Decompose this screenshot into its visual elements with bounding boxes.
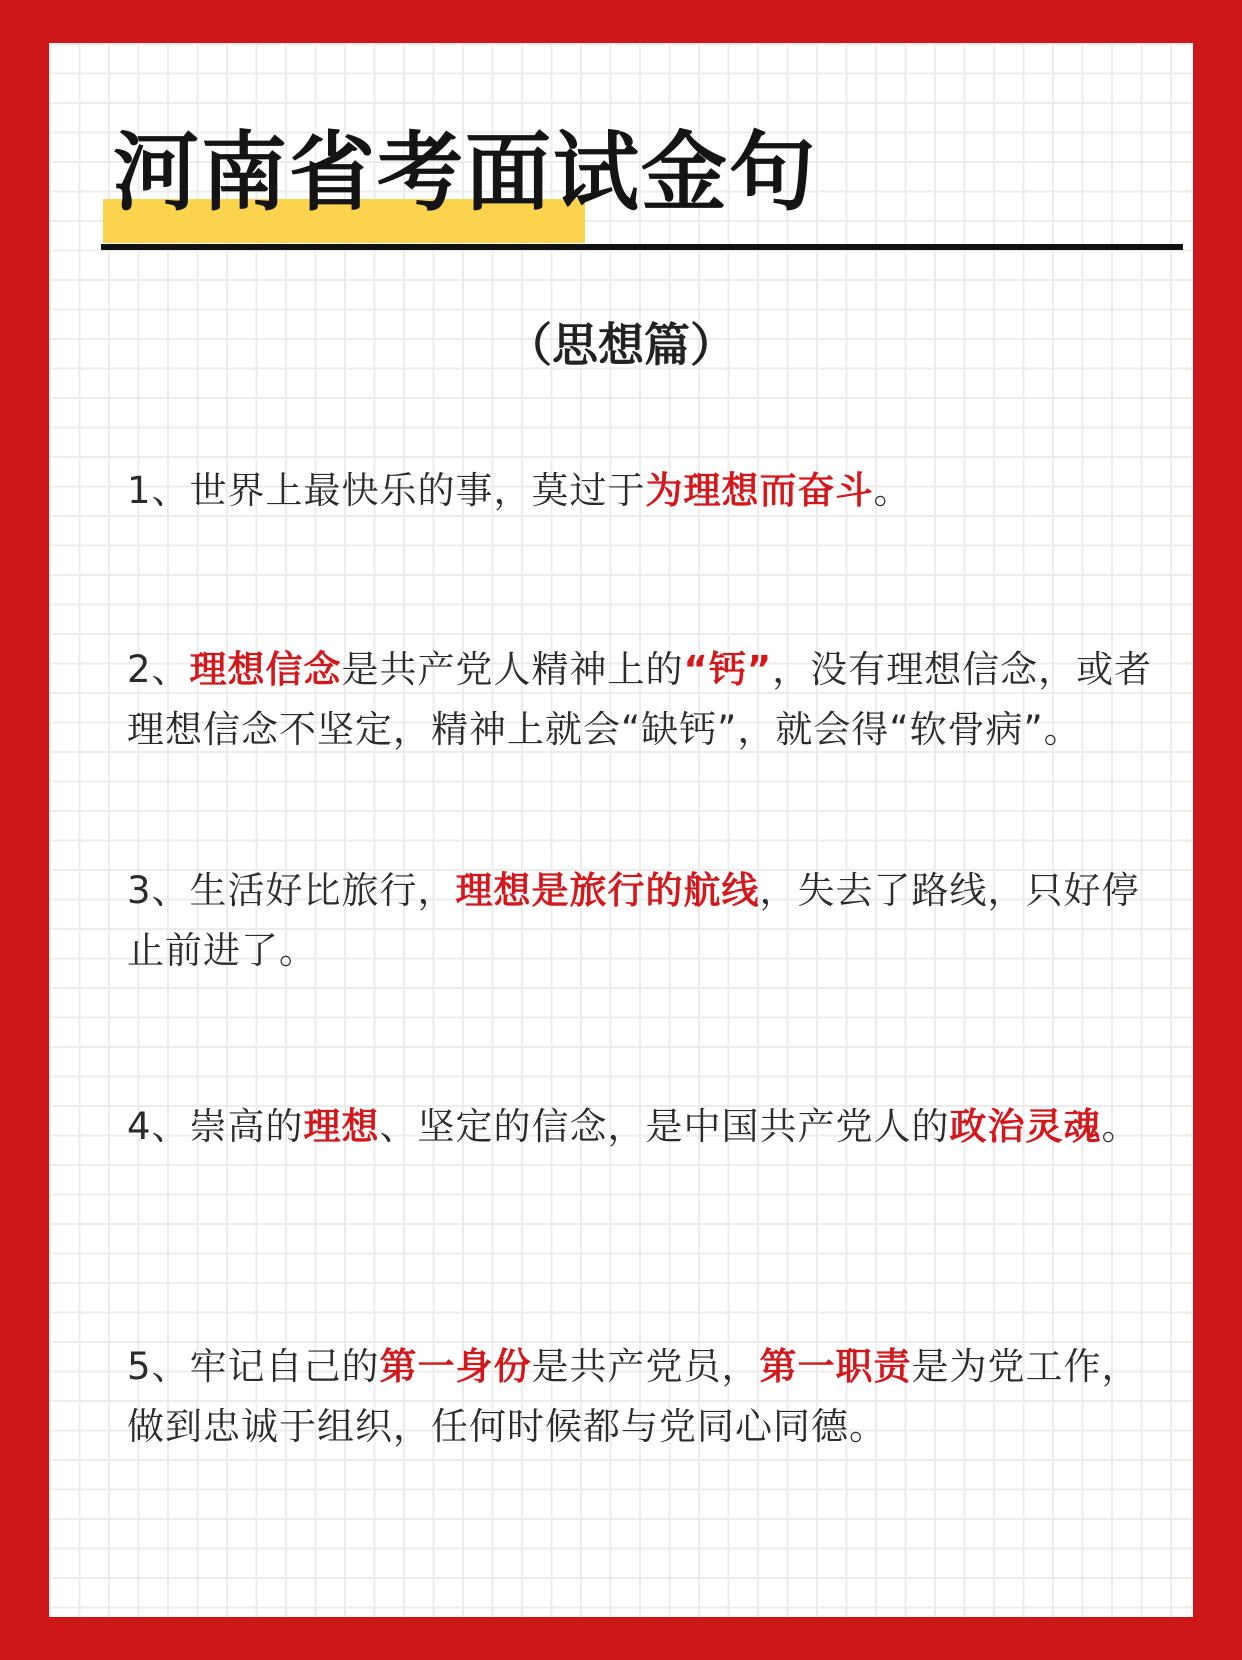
quote-number: 4、 (127, 1105, 190, 1148)
section-subtitle: （思想篇） (506, 318, 736, 372)
quote-highlight: “钙” (683, 648, 773, 691)
document-page (49, 43, 1193, 1617)
quote-number: 3、 (127, 869, 190, 912)
quote-highlight: 为理想而奋斗 (645, 469, 874, 512)
title-divider (101, 244, 1183, 250)
quote-3 (127, 861, 1157, 981)
quote-segment: 崇高的 (189, 1105, 304, 1148)
quote-highlight: 理想信念 (189, 648, 342, 691)
quote-highlight: 政治灵魂 (949, 1105, 1102, 1148)
quote-highlight: 理想 (303, 1105, 380, 1148)
quote-segment: 牢记自己的 (189, 1345, 380, 1388)
quote-number: 5、 (127, 1345, 190, 1388)
quote-5 (127, 1337, 1157, 1457)
quote-segment: 世界上最快乐的事，莫过于 (189, 469, 646, 512)
title-block (103, 113, 1103, 253)
quote-highlight: 理想是旅行的航线 (455, 869, 760, 912)
page-title: 河南省考面试金句 (113, 123, 817, 223)
quote-number: 1、 (127, 469, 190, 512)
quote-highlight: 第一职责 (759, 1345, 912, 1388)
quote-segment: 是为党工作，做到忠诚于组织，任何时候都与党同心同德。 (127, 1345, 1140, 1448)
quote-4 (127, 1097, 1157, 1157)
quote-segment: ，失去了路线，只好停止前进了。 (127, 869, 1140, 972)
quote-1 (127, 461, 1157, 521)
quote-2 (127, 640, 1157, 760)
quote-segment: 是共产党人精神上的 (341, 648, 684, 691)
quote-highlight: 第一身份 (379, 1345, 532, 1388)
quote-segment: 、坚定的信念，是中国共产党人的 (379, 1105, 950, 1148)
quote-segment: ，没有理想信念，或者理想信念不坚定，精神上就会“缺钙”，就会得“软骨病”。 (127, 648, 1153, 751)
quote-segment: 生活好比旅行， (189, 869, 456, 912)
quote-segment: 是共产党员， (531, 1345, 760, 1388)
quote-segment: 。 (1101, 1105, 1140, 1148)
quote-segment: 。 (873, 469, 912, 512)
quote-number: 2、 (127, 648, 190, 691)
